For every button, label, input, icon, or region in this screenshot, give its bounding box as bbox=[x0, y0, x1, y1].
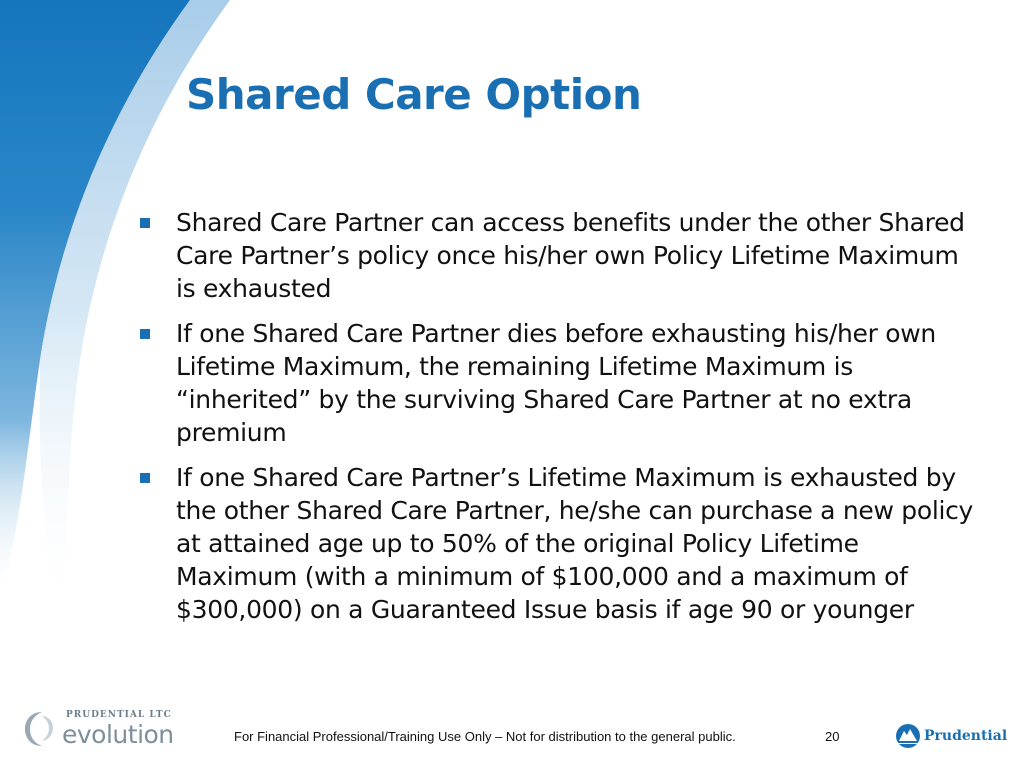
square-bullet-icon bbox=[140, 218, 150, 228]
square-bullet-icon bbox=[140, 473, 150, 483]
bullet-list bbox=[140, 206, 980, 638]
bullet-text: If one Shared Care Partner’s Lifetime Maximum is exhausted by the other Shared Care Partner, he/she can purchase a new policy at attained age up to 50% of the original Policy Lifetime Maximum (with a minimum of $100,000 and a maximum of $300,000) on a Guaranteed Issue basis if age 90 or younger bbox=[176, 463, 974, 624]
bullet-text: If one Shared Care Partner dies before exhausting his/her own Lifetime Maximum, the remaining Lifetime Maximum is “inherited” by the surviving Shared Care Partner at no extra premium bbox=[176, 319, 936, 447]
footer-disclaimer: For Financial Professional/Training Use Only – Not for distribution to the general public. bbox=[234, 729, 736, 744]
bullet-item bbox=[140, 206, 980, 305]
prudential-wordmark: Prudential bbox=[924, 728, 1008, 744]
logo-bottom-text: evolution bbox=[62, 720, 174, 749]
prudential-ltc-evolution-logo bbox=[22, 706, 182, 756]
page-number: 20 bbox=[825, 729, 840, 744]
bullet-text: Shared Care Partner can access benefits under the other Shared Care Partner’s policy once his/her own Policy Lifetime Maximum is exhausted bbox=[176, 208, 965, 303]
evolution-swirl-icon bbox=[22, 706, 62, 752]
slide-title: Shared Care Option bbox=[186, 70, 642, 119]
bullet-item bbox=[140, 461, 980, 626]
square-bullet-icon bbox=[140, 329, 150, 339]
prudential-logo bbox=[894, 722, 1006, 752]
bullet-item bbox=[140, 317, 980, 449]
logo-top-text: PRUDENTIAL LTC bbox=[66, 710, 172, 720]
rock-of-gibraltar-icon bbox=[894, 722, 922, 750]
